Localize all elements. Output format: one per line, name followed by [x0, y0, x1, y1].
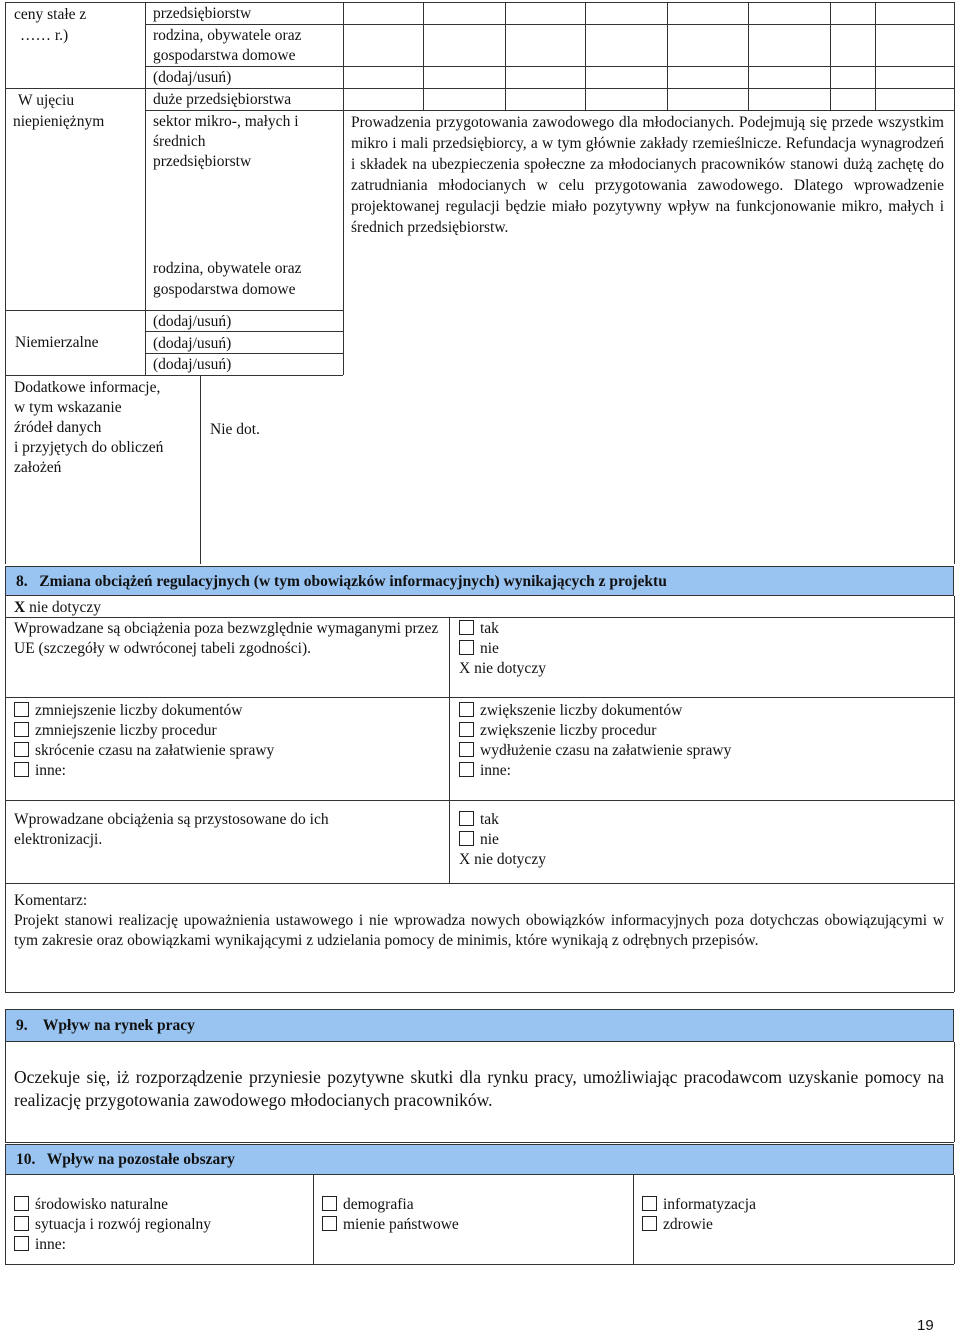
checkbox-icon[interactable]	[459, 762, 474, 777]
add-remove-link[interactable]: (dodaj/usuń)	[153, 356, 232, 373]
col2-line-2: rodzina, obywatele oraz	[153, 27, 302, 44]
option-environment[interactable]: środowisko naturalne	[14, 1195, 211, 1215]
add-remove-link[interactable]: (dodaj/usuń)	[153, 335, 232, 352]
checkbox-icon[interactable]	[642, 1216, 657, 1231]
section-10-header	[5, 1144, 954, 1175]
x-mark: X	[14, 599, 26, 616]
option-increase-docs[interactable]: zwiększenie liczby dokumentów	[459, 701, 731, 721]
page-number: 19	[917, 1317, 934, 1334]
col2-line-9: rodzina, obywatele oraz	[153, 260, 302, 277]
checkbox-icon[interactable]	[14, 1196, 29, 1211]
cell-fixed-prices-line2: …… r.)	[20, 27, 69, 44]
option-other-right[interactable]: inne:	[459, 761, 731, 781]
col2-line-1: przedsiębiorstw	[153, 5, 252, 22]
decrease-options	[14, 701, 274, 781]
comment-label: Komentarz:	[14, 892, 88, 909]
checkbox-icon[interactable]	[459, 722, 474, 737]
section-title: Wpływ na rynek pracy	[42, 1017, 195, 1034]
section-9-header	[5, 1009, 954, 1042]
q1-option-no[interactable]: nie	[459, 639, 546, 659]
option-informatization[interactable]: informatyzacja	[642, 1195, 756, 1215]
section-number: 10.	[16, 1151, 36, 1168]
checkbox-icon[interactable]	[14, 1236, 29, 1251]
section-8-header	[5, 566, 954, 596]
increase-options	[459, 701, 731, 781]
option-other[interactable]: inne:	[14, 1235, 211, 1255]
option-increase-procedures[interactable]: zwiększenie liczby procedur	[459, 721, 731, 741]
additional-info-label: Dodatkowe informacje, w tym wskazanie źródeł danych i przyjętych do obliczeń założeń	[14, 379, 164, 476]
q2-option-yes[interactable]: tak	[459, 810, 546, 830]
option-state-property[interactable]: mienie państwowe	[322, 1215, 459, 1235]
checkbox-icon[interactable]	[322, 1196, 337, 1211]
labor-market-text: Oczekuje się, iż rozporządzenie przyniesie pozytywne skutki dla rynku pracy, umożliwiając pracodawcom uzyskanie pomocy na realizację przygotowania zawodowego młodocianych pracowników.	[14, 1067, 944, 1110]
checkbox-icon[interactable]	[642, 1196, 657, 1211]
cell-non-monetary-line2: niepieniężnym	[13, 113, 105, 130]
electronization-question: Wprowadzane obciążenia są przystosowane do ich elektronizacji.	[14, 811, 329, 848]
option-health[interactable]: zdrowie	[642, 1215, 756, 1235]
section-title: Wpływ na pozostałe obszary	[46, 1151, 235, 1168]
col2-line-6: sektor mikro-, małych i	[153, 113, 299, 130]
cell-non-monetary-line1: W ujęciu	[18, 92, 75, 109]
option-decrease-docs[interactable]: zmniejszenie liczby dokumentów	[14, 701, 274, 721]
option-regional[interactable]: sytuacja i rozwój regionalny	[14, 1215, 211, 1235]
impact-description: Prowadzenia przygotowania zawodowego dla młodocianych. Podejmują się przede wszystkim mikro i mali przedsiębiorcy, a w tym głównie zakłady rzemieślnicze. Refundacja wynagrodzeń i składek na ubezpieczenia społeczne za młodocianych pracowników stanowi dużą zachętę do zatrudniania młodocianych w celu przygotowania zawodowego. Dlatego wprowadzenie projektowanej regulacji będzie miało pozytywny wpływ na funkcjonowanie mikro, małych i średnich przedsiębiorstw.	[351, 114, 944, 236]
section-title: Zmiana obciążeń regulacyjnych (w tym obowiązków informacyjnych) wynikających z projektu	[39, 573, 667, 590]
cell-non-measurable: Niemierzalne	[15, 334, 99, 351]
checkbox-icon[interactable]	[14, 762, 29, 777]
col2-line-7: średnich	[153, 133, 206, 150]
col2-line-3: gospodarstwa domowe	[153, 47, 296, 64]
checkbox-icon[interactable]	[459, 640, 474, 655]
other-areas-col3	[642, 1195, 756, 1235]
checkbox-icon[interactable]	[14, 742, 29, 757]
checkbox-icon[interactable]	[459, 742, 474, 757]
checkbox-icon[interactable]	[14, 1216, 29, 1231]
eu-burdens-question: Wprowadzane są obciążenia poza bezwzględnie wymaganymi przez UE (szczegóły w odwróconej tabeli zgodności).	[14, 620, 439, 657]
option-longer-time[interactable]: wydłużenie czasu na załatwienie sprawy	[459, 741, 731, 761]
other-areas-col2	[322, 1195, 459, 1235]
checkbox-icon[interactable]	[322, 1216, 337, 1231]
checkbox-icon[interactable]	[14, 702, 29, 717]
q1-options	[459, 619, 546, 679]
checkbox-icon[interactable]	[459, 620, 474, 635]
option-shorter-time[interactable]: skrócenie czasu na załatwienie sprawy	[14, 741, 274, 761]
q2-options	[459, 810, 546, 870]
section-number: 8.	[16, 573, 28, 590]
add-remove-link[interactable]: (dodaj/usuń)	[153, 313, 232, 330]
col2-line-10: gospodarstwa domowe	[153, 281, 296, 298]
other-areas-col1	[14, 1195, 211, 1255]
checkbox-icon[interactable]	[459, 831, 474, 846]
option-decrease-procedures[interactable]: zmniejszenie liczby procedur	[14, 721, 274, 741]
cell-fixed-prices-line1: ceny stałe z	[14, 6, 87, 23]
not-applicable-text: Nie dot.	[210, 421, 260, 438]
not-applicable-row: X nie dotyczy	[14, 599, 101, 616]
comment-text: Projekt stanowi realizację upoważnienia ustawowego i nie wprowadza nowych obowiązków informacyjnych poza dotychczas obowiązującymi w tym zakresie oraz obowiązkami wynikającymi z udzielania pomocy de minimis, które wynikają z odrębnych przepisów.	[14, 912, 944, 949]
section-number: 9.	[16, 1017, 28, 1034]
col2-line-5: duże przedsiębiorstwa	[153, 91, 292, 108]
q2-option-na[interactable]: X nie dotyczy	[459, 851, 546, 868]
col2-line-8: przedsiębiorstw	[153, 153, 252, 170]
q1-option-yes[interactable]: tak	[459, 619, 546, 639]
checkbox-icon[interactable]	[459, 811, 474, 826]
q2-option-no[interactable]: nie	[459, 830, 546, 850]
option-demography[interactable]: demografia	[322, 1195, 459, 1215]
checkbox-icon[interactable]	[459, 702, 474, 717]
option-other-left[interactable]: inne:	[14, 761, 274, 781]
add-remove-link[interactable]: (dodaj/usuń)	[153, 69, 232, 86]
checkbox-icon[interactable]	[14, 722, 29, 737]
q1-option-na[interactable]: X nie dotyczy	[459, 660, 546, 677]
